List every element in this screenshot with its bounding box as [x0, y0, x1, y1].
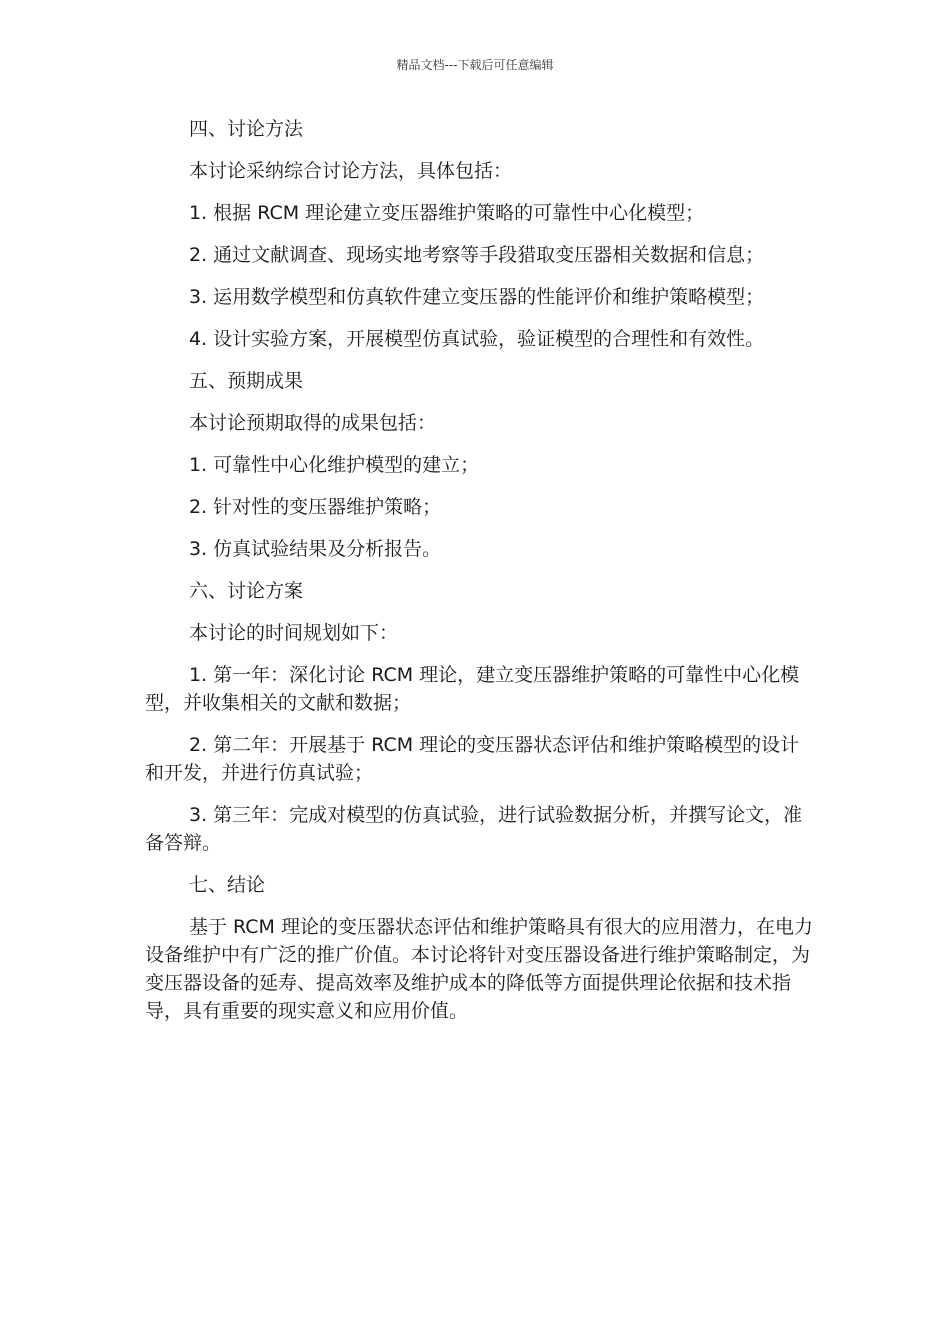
section-heading-expected-results: 五、预期成果	[189, 370, 304, 392]
section-heading-methods: 四、讨论方法	[189, 118, 304, 140]
methods-item: 2. 通过文献调查、现场实地考察等手段猎取变压器相关数据和信息；	[189, 244, 765, 266]
plan-intro: 本讨论的时间规划如下：	[189, 622, 399, 644]
expected-results-item: 2. 针对性的变压器维护策略；	[189, 496, 442, 518]
methods-intro: 本讨论采纳综合讨论方法，具体包括：	[189, 160, 513, 182]
section-heading-plan: 六、讨论方案	[189, 580, 304, 602]
plan-item: 2. 第二年：开展基于 RCM 理论的变压器状态评估和维护策略模型的设计和开发，并进行仿真试验；	[145, 734, 800, 784]
methods-item: 3. 运用数学模型和仿真软件建立变压器的性能评价和维护策略模型；	[189, 286, 765, 308]
expected-results-item: 3. 仿真试验结果及分析报告。	[189, 538, 442, 560]
document-body	[145, 115, 813, 1039]
expected-results-intro: 本讨论预期取得的成果包括：	[189, 412, 437, 434]
plan-item: 1. 第一年：深化讨论 RCM 理论，建立变压器维护策略的可靠性中心化模型，并收集相关的文献和数据；	[145, 664, 800, 714]
page-header-note: 精品文档---下载后可任意编辑	[396, 58, 554, 72]
methods-item: 4. 设计实验方案，开展模型仿真试验，验证模型的合理性和有效性。	[189, 328, 765, 350]
methods-item: 1. 根据 RCM 理论建立变压器维护策略的可靠性中心化模型；	[189, 202, 705, 224]
conclusion-paragraph: 基于 RCM 理论的变压器状态评估和维护策略具有很大的应用潜力，在电力设备维护中有广泛的推广价值。本讨论将针对变压器设备进行维护策略制定，为变压器设备的延寿、提高效率及维护成本的降低等方面提供理论依据和技术指导，具有重要的现实意义和应用价值。	[145, 916, 813, 1022]
section-heading-conclusion: 七、结论	[189, 874, 266, 896]
plan-item: 3. 第三年：完成对模型的仿真试验，进行试验数据分析，并撰写论文，准备答辩。	[145, 804, 803, 854]
expected-results-item: 1. 可靠性中心化维护模型的建立；	[189, 454, 480, 476]
